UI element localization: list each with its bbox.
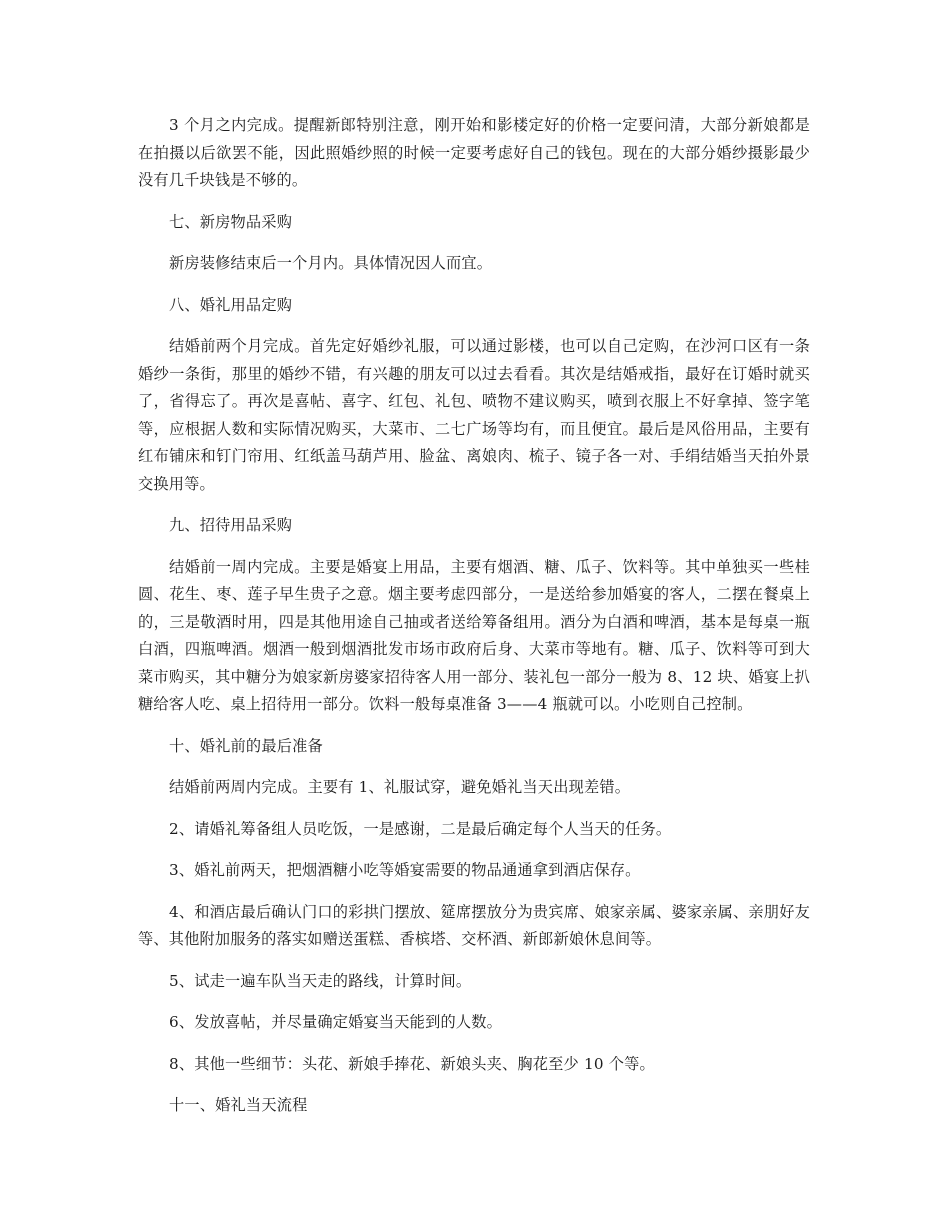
list-item: 2、请婚礼筹备组人员吃饭，一是感谢，二是最后确定每个人当天的任务。 bbox=[169, 819, 672, 838]
paragraph: 结婚前两周内完成。主要有 1、礼服试穿，避免婚礼当天出现差错。 bbox=[169, 778, 631, 796]
list-item: 3、婚礼前两天，把烟酒糖小吃等婚宴需要的物品通通拿到酒店保存。 bbox=[169, 861, 641, 879]
list-item: 6、发放喜帖，并尽量确定婚宴当天能到的人数。 bbox=[169, 1013, 503, 1031]
paragraph: 3 个月之内完成。提醒新郎特别注意，刚开始和影楼定好的价格一定要问清，大部分新娘都是在拍摄以后欲罢不能，因此照婚纱照的时候一定要考虑好自己的钱包。现在的大部分婚纱摄影最少没有几千块钱是不够的。 bbox=[138, 116, 810, 189]
section-heading: 九、招待用品采购 bbox=[169, 516, 293, 534]
section-heading: 十、婚礼前的最后准备 bbox=[169, 736, 323, 755]
list-item: 5、试走一遍车队当天走的路线，计算时间。 bbox=[169, 971, 472, 990]
section-heading: 十一、婚礼当天流程 bbox=[169, 1096, 308, 1114]
document-body bbox=[138, 112, 810, 1120]
section-heading: 七、新房物品采购 bbox=[169, 212, 293, 231]
paragraph: 结婚前两个月完成。首先定好婚纱礼服，可以通过影楼，也可以自己定购，在沙河口区有一条婚纱一条街，那里的婚纱不错，有兴趣的朋友可以过去看看。其次是结婚戒指，最好在订婚时就买了，省得忘了。再次是喜帖、喜字、红包、礼包、喷物不建议购买，喷到衣服上不好拿掉、签字笔等，应根据人数和实际情况购买，大菜市、二七广场等均有，而且便宜。最后是风俗用品，主要有红布铺床和钉门帘用、红纸盖马葫芦用、脸盆、离娘肉、梳子、镜子各一对、手绢结婚当天拍外景交换用等。 bbox=[138, 337, 810, 493]
list-item: 4、和酒店最后确认门口的彩拱门摆放、筵席摆放分为贵宾席、娘家亲属、婆家亲属、亲朋好友等、其他附加服务的落实如赠送蛋糕、香槟塔、交杯酒、新郎新娘休息间等。 bbox=[138, 902, 810, 948]
list-item: 8、其他一些细节：头花、新娘手捧花、新娘头夹、胸花至少 10 个等。 bbox=[169, 1054, 655, 1073]
section-heading: 八、婚礼用品定购 bbox=[169, 295, 293, 314]
paragraph: 结婚前一周内完成。主要是婚宴上用品，主要有烟酒、糖、瓜子、饮料等。其中单独买一些桂圆、花生、枣、莲子早生贵子之意。烟主要考虑四部分，一是送给参加婚宴的客人，二摆在餐桌上的，三是敬酒时用，四是其他用途自己抽或者送给筹备组用。酒分为白酒和啤酒，基本是每桌一瓶白酒，四瓶啤酒。烟酒一般到烟酒批发市场市政府后身、大菜市等地有。糖、瓜子、饮料等可到大菜市购买，其中糖分为娘家新房婆家招待客人用一部分、装礼包一部分一般为 8、12 块、婚宴上扒糖给客人吃、桌上招待用一部分。饮料一般每桌准备 3——4 瓶就可以。小吃则自己控制。 bbox=[138, 557, 810, 713]
paragraph: 新房装修结束后一个月内。具体情况因人而宜。 bbox=[169, 254, 493, 272]
